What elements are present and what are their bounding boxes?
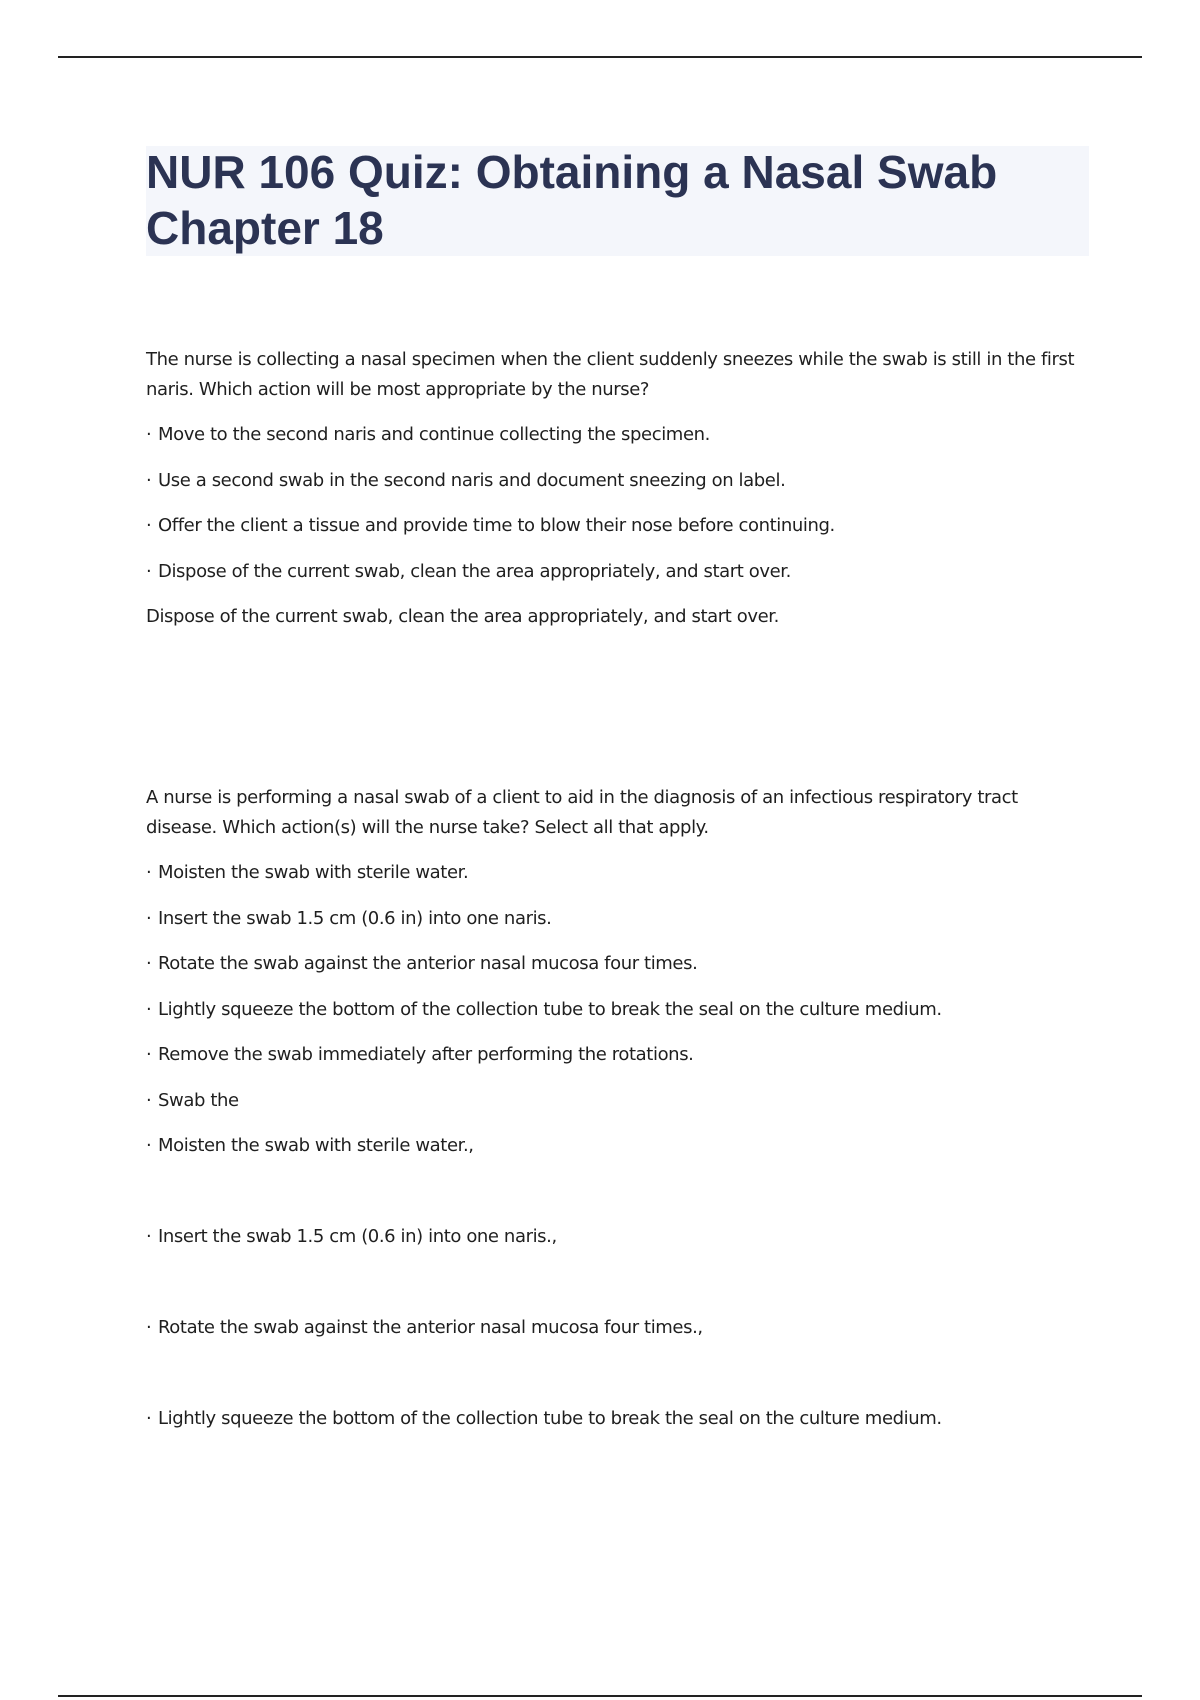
question-2-option: · Moisten the swab with sterile water. <box>146 862 469 883</box>
question-2-answer: · Insert the swab 1.5 cm (0.6 in) into one naris., <box>146 1226 557 1247</box>
question-1-option: · Use a second swab in the second naris and document sneezing on label. <box>146 470 786 491</box>
question-1-option: · Offer the client a tissue and provide time to blow their nose before continuing. <box>146 515 835 536</box>
top-rule <box>58 56 1142 58</box>
question-2-answer: · Moisten the swab with sterile water., <box>146 1135 474 1156</box>
question-2-answer: · Lightly squeeze the bottom of the collection tube to break the seal on the culture medium. <box>146 1408 942 1429</box>
question-2-option: · Lightly squeeze the bottom of the collection tube to break the seal on the culture medium. <box>146 999 942 1020</box>
question-2-answer: · Rotate the swab against the anterior nasal mucosa four times., <box>146 1317 703 1338</box>
question-1-text: The nurse is collecting a nasal specimen when the client suddenly sneezes while the swab is still in the first naris. Which action will be most appropriate by the nurse? <box>146 349 1075 400</box>
question-2 <box>146 783 1086 1429</box>
question-1-option: · Dispose of the current swab, clean the area appropriately, and start over. <box>146 561 791 582</box>
question-2-option: · Remove the swab immediately after performing the rotations. <box>146 1044 694 1065</box>
question-2-option: · Rotate the swab against the anterior nasal mucosa four times. <box>146 953 698 974</box>
title-box <box>146 146 1089 256</box>
question-2-option: · Swab the <box>146 1090 239 1111</box>
question-1-option: · Move to the second naris and continue collecting the specimen. <box>146 424 710 445</box>
question-1 <box>146 345 1086 627</box>
page-title: NUR 106 Quiz: Obtaining a Nasal Swab Chapter 18 <box>146 146 998 254</box>
question-1-answer: Dispose of the current swab, clean the area appropriately, and start over. <box>146 606 779 627</box>
question-2-option: · Insert the swab 1.5 cm (0.6 in) into one naris. <box>146 908 552 929</box>
bottom-rule <box>58 1695 1142 1697</box>
question-2-text: A nurse is performing a nasal swab of a client to aid in the diagnosis of an infectious respiratory tract disease. Which action(s) will the nurse take? Select all that apply. <box>146 787 1018 838</box>
